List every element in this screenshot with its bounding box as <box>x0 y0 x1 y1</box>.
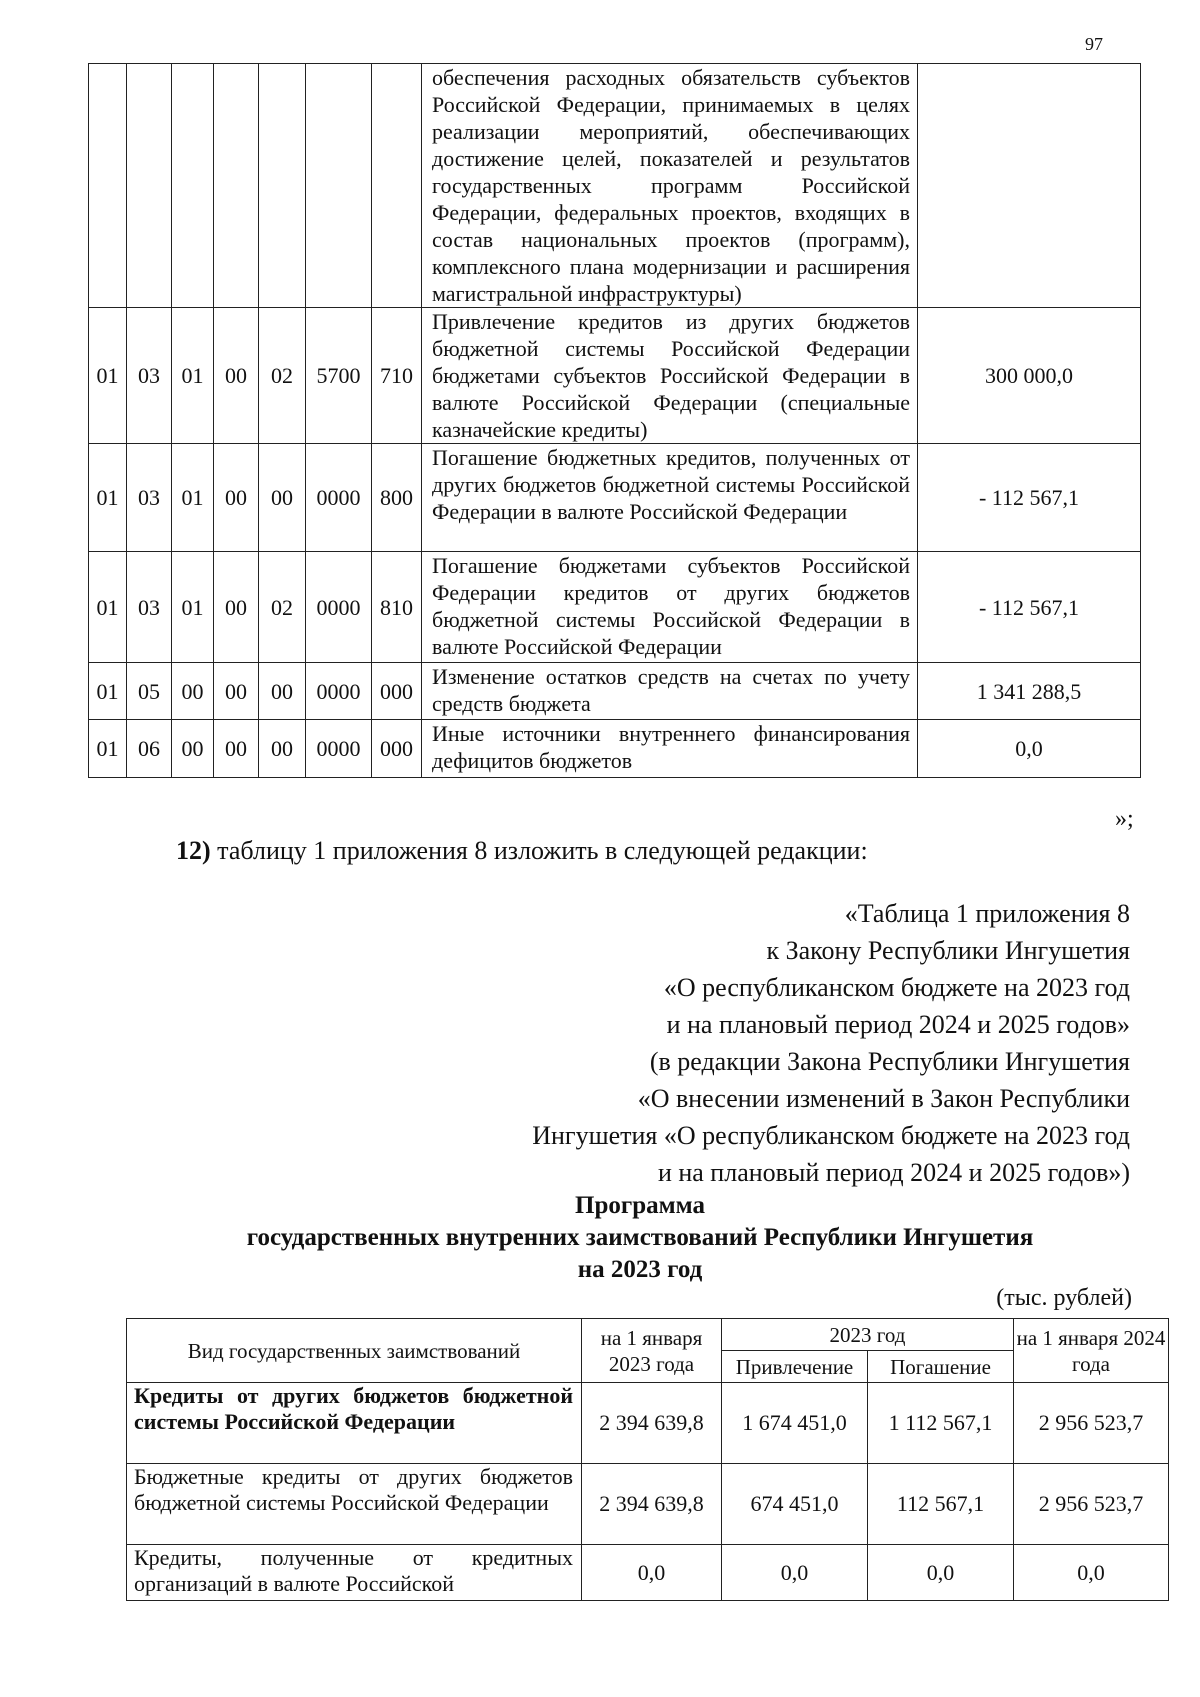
table-row <box>127 1545 1169 1601</box>
appendix-heading-line: к Закону Республики Ингушетия <box>766 936 1130 965</box>
code-cell: 00 <box>214 720 259 778</box>
table-row <box>89 720 1141 778</box>
code-cell <box>214 64 259 308</box>
instruction-text: таблицу 1 приложения 8 изложить в следующей редакции: <box>210 836 868 865</box>
code-cell: 0000 <box>306 552 372 663</box>
amount-cell: - 112 567,1 <box>918 444 1141 552</box>
code-cell: 01 <box>89 552 127 663</box>
code-cell: 00 <box>259 663 306 720</box>
code-cell: 02 <box>259 308 306 444</box>
code-cell: 01 <box>172 444 214 552</box>
code-cell: 0000 <box>306 444 372 552</box>
code-cell: 00 <box>214 308 259 444</box>
value-start: 2 394 639,8 <box>582 1464 722 1545</box>
value-start: 2 394 639,8 <box>582 1383 722 1464</box>
value-end: 0,0 <box>1014 1545 1169 1601</box>
code-cell: 00 <box>214 552 259 663</box>
table-row <box>127 1383 1169 1464</box>
value-repay: 1 112 567,1 <box>868 1383 1014 1464</box>
code-cell: 00 <box>259 720 306 778</box>
code-cell: 000 <box>372 720 422 778</box>
appendix-heading-line: и на плановый период 2024 и 2025 годов») <box>657 1158 1130 1187</box>
amount-cell: - 112 567,1 <box>918 552 1141 663</box>
appendix-heading-line: «О внесении изменений в Закон Республики <box>637 1084 1130 1113</box>
appendix-heading-line: Ингушетия «О республиканском бюджете на 2023 год <box>532 1121 1130 1150</box>
value-end: 2 956 523,7 <box>1014 1464 1169 1545</box>
appendix-heading-line: «О республиканском бюджете на 2023 год <box>663 973 1130 1002</box>
code-cell: 810 <box>372 552 422 663</box>
amount-cell <box>918 64 1141 308</box>
code-cell: 06 <box>127 720 172 778</box>
code-cell <box>372 64 422 308</box>
code-cell <box>306 64 372 308</box>
description-cell: Иные источники внутреннего финансирования дефицитов бюджетов <box>422 720 918 778</box>
units-label: (тыс. рублей) <box>996 1285 1132 1311</box>
code-cell: 000 <box>372 663 422 720</box>
value-start: 0,0 <box>582 1545 722 1601</box>
header-kind: Вид государственных заимствований <box>127 1319 582 1383</box>
code-cell: 00 <box>214 444 259 552</box>
program-title-line: Программа <box>575 1192 705 1219</box>
code-cell: 01 <box>172 308 214 444</box>
code-cell: 00 <box>172 720 214 778</box>
code-cell <box>259 64 306 308</box>
code-cell: 01 <box>89 308 127 444</box>
code-cell: 01 <box>89 444 127 552</box>
borrowing-name: Кредиты от других бюджетов бюджетной системы Российской Федерации <box>127 1383 582 1464</box>
appendix-heading-line: и на плановый период 2024 и 2025 годов» <box>666 1010 1130 1039</box>
description-cell: Погашение бюджетных кредитов, полученных от других бюджетов бюджетной системы Российской Федерации в валюте Российской Федерации <box>422 444 918 552</box>
code-cell: 01 <box>89 720 127 778</box>
borrowing-name: Кредиты, полученные от кредитных организаций в валюте Российской <box>127 1545 582 1601</box>
code-cell: 03 <box>127 308 172 444</box>
program-title <box>150 1190 1130 1286</box>
header-repay: Погашение <box>868 1351 1014 1383</box>
header-attract: Привлечение <box>722 1351 868 1383</box>
description-cell: обеспечения расходных обязательств субъектов Российской Федерации, принимаемых в целях реализации мероприятий, обеспечивающих достижение целей, показателей и результатов государственных программ Российской Федерации, федеральных проектов, входящих в состав национальных проектов (программ), комплексного плана модернизации и расширения магистральной инфраструктуры) <box>422 64 918 308</box>
amount-cell: 300 000,0 <box>918 308 1141 444</box>
description-cell: Привлечение кредитов из других бюджетов бюджетной системы Российской Федерации бюджетами субъектов Российской Федерации в валюте Российской Федерации (специальные казначейские кредиты) <box>422 308 918 444</box>
closing-quote: »; <box>1115 806 1134 832</box>
code-cell <box>172 64 214 308</box>
amount-cell: 0,0 <box>918 720 1141 778</box>
table-row <box>89 444 1141 552</box>
code-cell: 710 <box>372 308 422 444</box>
table-row <box>89 663 1141 720</box>
code-cell: 03 <box>127 552 172 663</box>
code-cell: 00 <box>172 663 214 720</box>
borrowing-name: Бюджетные кредиты от других бюджетов бюджетной системы Российской Федерации <box>127 1464 582 1545</box>
code-cell: 00 <box>259 444 306 552</box>
amount-cell: 1 341 288,5 <box>918 663 1141 720</box>
page-number: 97 <box>1085 34 1103 54</box>
code-cell <box>89 64 127 308</box>
code-cell: 0000 <box>306 663 372 720</box>
header-end: на 1 января 2024 года <box>1014 1319 1169 1383</box>
code-cell: 800 <box>372 444 422 552</box>
value-attract: 1 674 451,0 <box>722 1383 868 1464</box>
value-attract: 674 451,0 <box>722 1464 868 1545</box>
value-attract: 0,0 <box>722 1545 868 1601</box>
code-cell: 01 <box>89 663 127 720</box>
instruction-number: 12) <box>176 836 211 865</box>
program-title-line: государственных внутренних заимствований Республики Ингушетия <box>246 1224 1034 1251</box>
table-row <box>127 1464 1169 1545</box>
header-start: на 1 января 2023 года <box>582 1319 722 1383</box>
borrowings-table <box>126 1318 1169 1601</box>
table-row <box>89 552 1141 663</box>
code-cell: 02 <box>259 552 306 663</box>
table-row <box>89 308 1141 444</box>
instruction-paragraph <box>176 836 868 866</box>
code-cell: 00 <box>214 663 259 720</box>
code-cell <box>127 64 172 308</box>
header-year: 2023 год <box>722 1319 1014 1351</box>
value-repay: 112 567,1 <box>868 1464 1014 1545</box>
code-cell: 05 <box>127 663 172 720</box>
code-cell: 03 <box>127 444 172 552</box>
table-row <box>89 64 1141 308</box>
appendix-heading-line: (в редакции Закона Республики Ингушетия <box>649 1047 1130 1076</box>
sources-financing-table <box>88 63 1141 778</box>
description-cell: Изменение остатков средств на счетах по учету средств бюджета <box>422 663 918 720</box>
code-cell: 01 <box>172 552 214 663</box>
code-cell: 0000 <box>306 720 372 778</box>
appendix-heading <box>532 895 1130 1191</box>
description-cell: Погашение бюджетами субъектов Российской Федерации кредитов от других бюджетов бюджетной системы Российской Федерации в валюте Российской Федерации <box>422 552 918 663</box>
appendix-heading-line: «Таблица 1 приложения 8 <box>844 899 1130 928</box>
code-cell: 5700 <box>306 308 372 444</box>
program-title-line: на 2023 год <box>577 1256 703 1283</box>
value-end: 2 956 523,7 <box>1014 1383 1169 1464</box>
value-repay: 0,0 <box>868 1545 1014 1601</box>
